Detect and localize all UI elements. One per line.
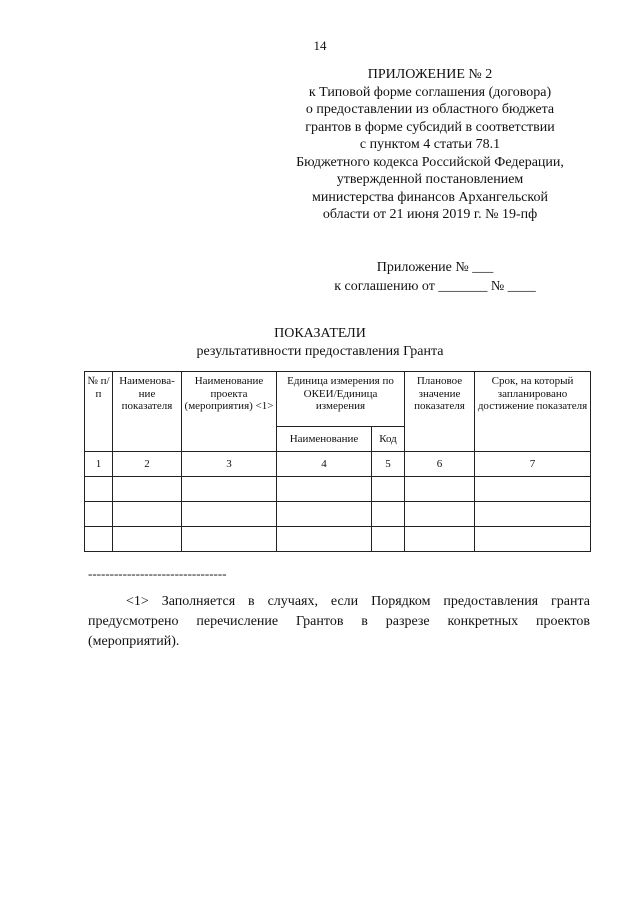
appendix-line: грантов в форме субсидий в соответствии xyxy=(305,119,555,135)
table-cell xyxy=(372,477,405,502)
agreement-appendix-number: Приложение № ___ xyxy=(376,260,494,275)
indicators-table xyxy=(84,371,591,552)
column-number: 4 xyxy=(277,452,372,477)
header-unit: Единица измерения по ОКЕИ/Единица измерения xyxy=(277,372,405,427)
column-number: 2 xyxy=(113,452,182,477)
appendix-line: к Типовой форме соглашения (договора) xyxy=(308,84,552,100)
appendix-line: с пунктом 4 статьи 78.1 xyxy=(359,137,501,152)
footnote-separator: -------------------------------- xyxy=(88,566,227,581)
table-cell xyxy=(475,477,591,502)
table-cell xyxy=(475,527,591,552)
document-title xyxy=(0,325,640,361)
table-header-row xyxy=(85,372,591,427)
table-cell xyxy=(475,502,591,527)
title-subtitle: результативности предоставления Гранта xyxy=(196,344,444,359)
table-cell xyxy=(405,477,475,502)
table-cell xyxy=(85,477,113,502)
table-row xyxy=(85,477,591,502)
appendix-line: утвержденной постановлением xyxy=(336,172,524,187)
header-deadline: Срок, на который запланировано достижение показателя xyxy=(475,372,591,452)
header-number: № п/п xyxy=(85,372,113,452)
table-cell xyxy=(405,527,475,552)
table-cell xyxy=(372,527,405,552)
table-cell xyxy=(113,502,182,527)
table-cell xyxy=(277,527,372,552)
table-row xyxy=(85,502,591,527)
table-cell xyxy=(182,527,277,552)
header-project-name: Наименование проекта (мероприятия) <1> xyxy=(182,372,277,452)
appendix-header xyxy=(282,66,578,224)
table-cell xyxy=(277,477,372,502)
agreement-date-number: к соглашению от _______ № ____ xyxy=(334,279,536,294)
agreement-reference xyxy=(300,258,570,296)
appendix-line: области от 21 июня 2019 г. № 19-пф xyxy=(322,207,538,222)
table-cell xyxy=(182,502,277,527)
header-unit-name: Наименование xyxy=(277,427,372,452)
table-row xyxy=(85,527,591,552)
column-number: 5 xyxy=(372,452,405,477)
table-cell xyxy=(113,477,182,502)
column-number: 6 xyxy=(405,452,475,477)
column-number: 1 xyxy=(85,452,113,477)
table-cell xyxy=(405,502,475,527)
appendix-line: Бюджетного кодекса Российской Федерации, xyxy=(296,154,564,170)
table-cell xyxy=(372,502,405,527)
appendix-title: ПРИЛОЖЕНИЕ № 2 xyxy=(367,67,493,82)
column-number: 3 xyxy=(182,452,277,477)
appendix-line: о предоставлении из областного бюджета xyxy=(305,102,555,117)
table-cell xyxy=(85,502,113,527)
page-number: 14 xyxy=(313,38,327,53)
header-unit-code: Код xyxy=(372,427,405,452)
footnote-text: <1> Заполняется в случаях, если Порядком предоставления гранта предусмотрено перечисление Грантов в разрезе конкретных проектов (мероприятий). xyxy=(88,594,590,649)
title-main: ПОКАЗАТЕЛИ xyxy=(274,326,366,341)
table-column-numbers-row xyxy=(85,452,591,477)
table-cell xyxy=(85,527,113,552)
table-cell xyxy=(113,527,182,552)
header-planned-value: Плановое значение показателя xyxy=(405,372,475,452)
appendix-line: министерства финансов Архангельской xyxy=(311,189,548,205)
table-cell xyxy=(182,477,277,502)
header-indicator-name: Наименова-ние показателя xyxy=(113,372,182,452)
column-number: 7 xyxy=(475,452,591,477)
table-cell xyxy=(277,502,372,527)
